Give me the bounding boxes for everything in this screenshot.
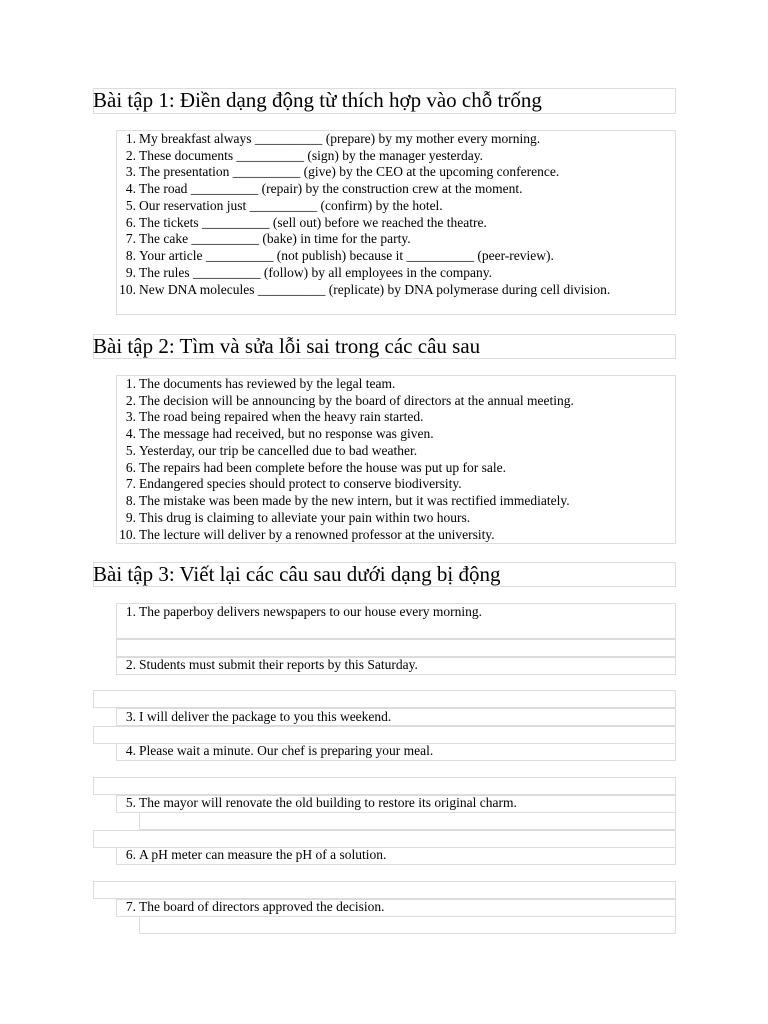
exercise-1-item: 4. The road __________ (repair) by the construction crew at the moment. (116, 181, 656, 198)
exercise-3-item-text: I will deliver the package to you this weekend. (139, 709, 392, 724)
exercise-2-item-text: Endangered species should protect to conserve biodiversity. (139, 476, 462, 491)
exercise-1-item: 9. The rules __________ (follow) by all employees in the company. (116, 265, 656, 282)
exercise-3-item-text: The mayor will renovate the old building to restore its original charm. (139, 795, 517, 810)
exercise-2-item-text: The decision will be announcing by the board of directors at the annual meeting. (139, 393, 574, 408)
exercise-1-item: 6. The tickets __________ (sell out) before we reached the theatre. (116, 215, 656, 232)
exercise-2-item: 7. Endangered species should protect to conserve biodiversity. (116, 476, 656, 493)
answer-line[interactable] (139, 812, 676, 830)
exercise-1-item-text: The road __________ (repair) by the construction crew at the moment. (139, 181, 523, 196)
answer-line[interactable] (93, 830, 676, 848)
exercise-1-item: 2. These documents __________ (sign) by the manager yesterday. (116, 148, 656, 165)
exercise-3-item-text: The paperboy delivers newspapers to our house every morning. (139, 604, 483, 619)
exercise-1-item: 5. Our reservation just __________ (confirm) by the hotel. (116, 198, 656, 215)
exercise-1-item: 8. Your article __________ (not publish) because it __________ (peer-review). (116, 248, 656, 265)
exercise-3-item-text: A pH meter can measure the pH of a solution. (139, 847, 387, 862)
answer-line[interactable] (93, 690, 676, 708)
exercise-3-item: 6. A pH meter can measure the pH of a solution. (116, 847, 656, 864)
exercise-2-item-text: The road being repaired when the heavy rain started. (139, 409, 424, 424)
exercise-2-item-text: The documents has reviewed by the legal team. (139, 376, 396, 391)
exercise-2-item-text: The message had received, but no response was given. (139, 426, 434, 441)
exercise-2-item: 1. The documents has reviewed by the legal team. (116, 376, 656, 393)
exercise-3-item: 4. Please wait a minute. Our chef is preparing your meal. (116, 743, 656, 760)
exercise-2-item: 8. The mistake was been made by the new intern, but it was rectified immediately. (116, 493, 656, 510)
exercise-1-item: 1. My breakfast always __________ (prepare) by my mother every morning. (116, 131, 656, 148)
answer-line[interactable] (139, 916, 676, 934)
exercise-2-item: 5. Yesterday, our trip be cancelled due to bad weather. (116, 443, 656, 460)
exercise-2-item-text: The mistake was been made by the new intern, but it was rectified immediately. (139, 493, 570, 508)
exercise-2-item: 9. This drug is claiming to alleviate your pain within two hours. (116, 510, 656, 527)
answer-line[interactable] (116, 639, 676, 657)
exercise-2-item: 6. The repairs had been complete before the house was put up for sale. (116, 460, 656, 477)
exercise-1-item-text: Your article __________ (not publish) because it __________ (peer-review). (139, 248, 554, 263)
answer-line[interactable] (93, 726, 676, 744)
exercise-3-item: 3. I will deliver the package to you this weekend. (116, 709, 656, 726)
exercise-3-item: 2. Students must submit their reports by this Saturday. (116, 657, 656, 674)
exercise-2-item: 2. The decision will be announcing by the board of directors at the annual meeting. (116, 393, 656, 410)
exercise-3-item: 1. The paperboy delivers newspapers to our house every morning. (116, 604, 656, 621)
answer-line[interactable] (93, 881, 676, 899)
exercise-3-item-text: Please wait a minute. Our chef is preparing your meal. (139, 743, 434, 758)
exercise-1-item-text: The tickets __________ (sell out) before we reached the theatre. (139, 215, 487, 230)
exercise-2-title: Bài tập 2: Tìm và sửa lỗi sai trong các câu sau (93, 334, 481, 358)
exercise-3-item-text: The board of directors approved the decision. (139, 899, 385, 914)
exercise-3-item: 7. The board of directors approved the decision. (116, 899, 656, 916)
exercise-2-item: 3. The road being repaired when the heavy rain started. (116, 409, 656, 426)
exercise-2-item-text: This drug is claiming to alleviate your pain within two hours. (139, 510, 471, 525)
exercise-2-item-text: The lecture will deliver by a renowned professor at the university. (139, 527, 495, 542)
exercise-1-item-text: Our reservation just __________ (confirm) by the hotel. (139, 198, 443, 213)
exercise-1-item-text: The rules __________ (follow) by all employees in the company. (139, 265, 493, 280)
exercise-2-item: 10. The lecture will deliver by a renowned professor at the university. (116, 527, 656, 544)
exercise-1-item-text: These documents __________ (sign) by the manager yesterday. (139, 148, 484, 163)
exercise-1-item: 3. The presentation __________ (give) by the CEO at the upcoming conference. (116, 164, 656, 181)
exercise-3-item-text: Students must submit their reports by this Saturday. (139, 657, 418, 672)
exercise-3-title: Bài tập 3: Viết lại các câu sau dưới dạng bị động (93, 562, 501, 586)
exercise-2-item-text: Yesterday, our trip be cancelled due to bad weather. (139, 443, 418, 458)
exercise-1-title: Bài tập 1: Điền dạng động từ thích hợp vào chỗ trống (93, 88, 542, 112)
exercise-2-item-text: The repairs had been complete before the house was put up for sale. (139, 460, 506, 475)
answer-line[interactable] (93, 777, 676, 795)
exercise-2-item: 4. The message had received, but no response was given. (116, 426, 656, 443)
exercise-1-item: 7. The cake __________ (bake) in time for the party. (116, 231, 656, 248)
exercise-3-item: 5. The mayor will renovate the old building to restore its original charm. (116, 795, 656, 812)
exercise-1-item-text: The presentation __________ (give) by the CEO at the upcoming conference. (139, 164, 560, 179)
exercise-1-item-text: The cake __________ (bake) in time for the party. (139, 231, 411, 246)
exercise-1-item-text: New DNA molecules __________ (replicate) by DNA polymerase during cell division. (139, 282, 611, 297)
exercise-1-item-text: My breakfast always __________ (prepare) by my mother every morning. (139, 131, 541, 146)
exercise-1-item: 10. New DNA molecules __________ (replicate) by DNA polymerase during cell division. (116, 282, 636, 316)
